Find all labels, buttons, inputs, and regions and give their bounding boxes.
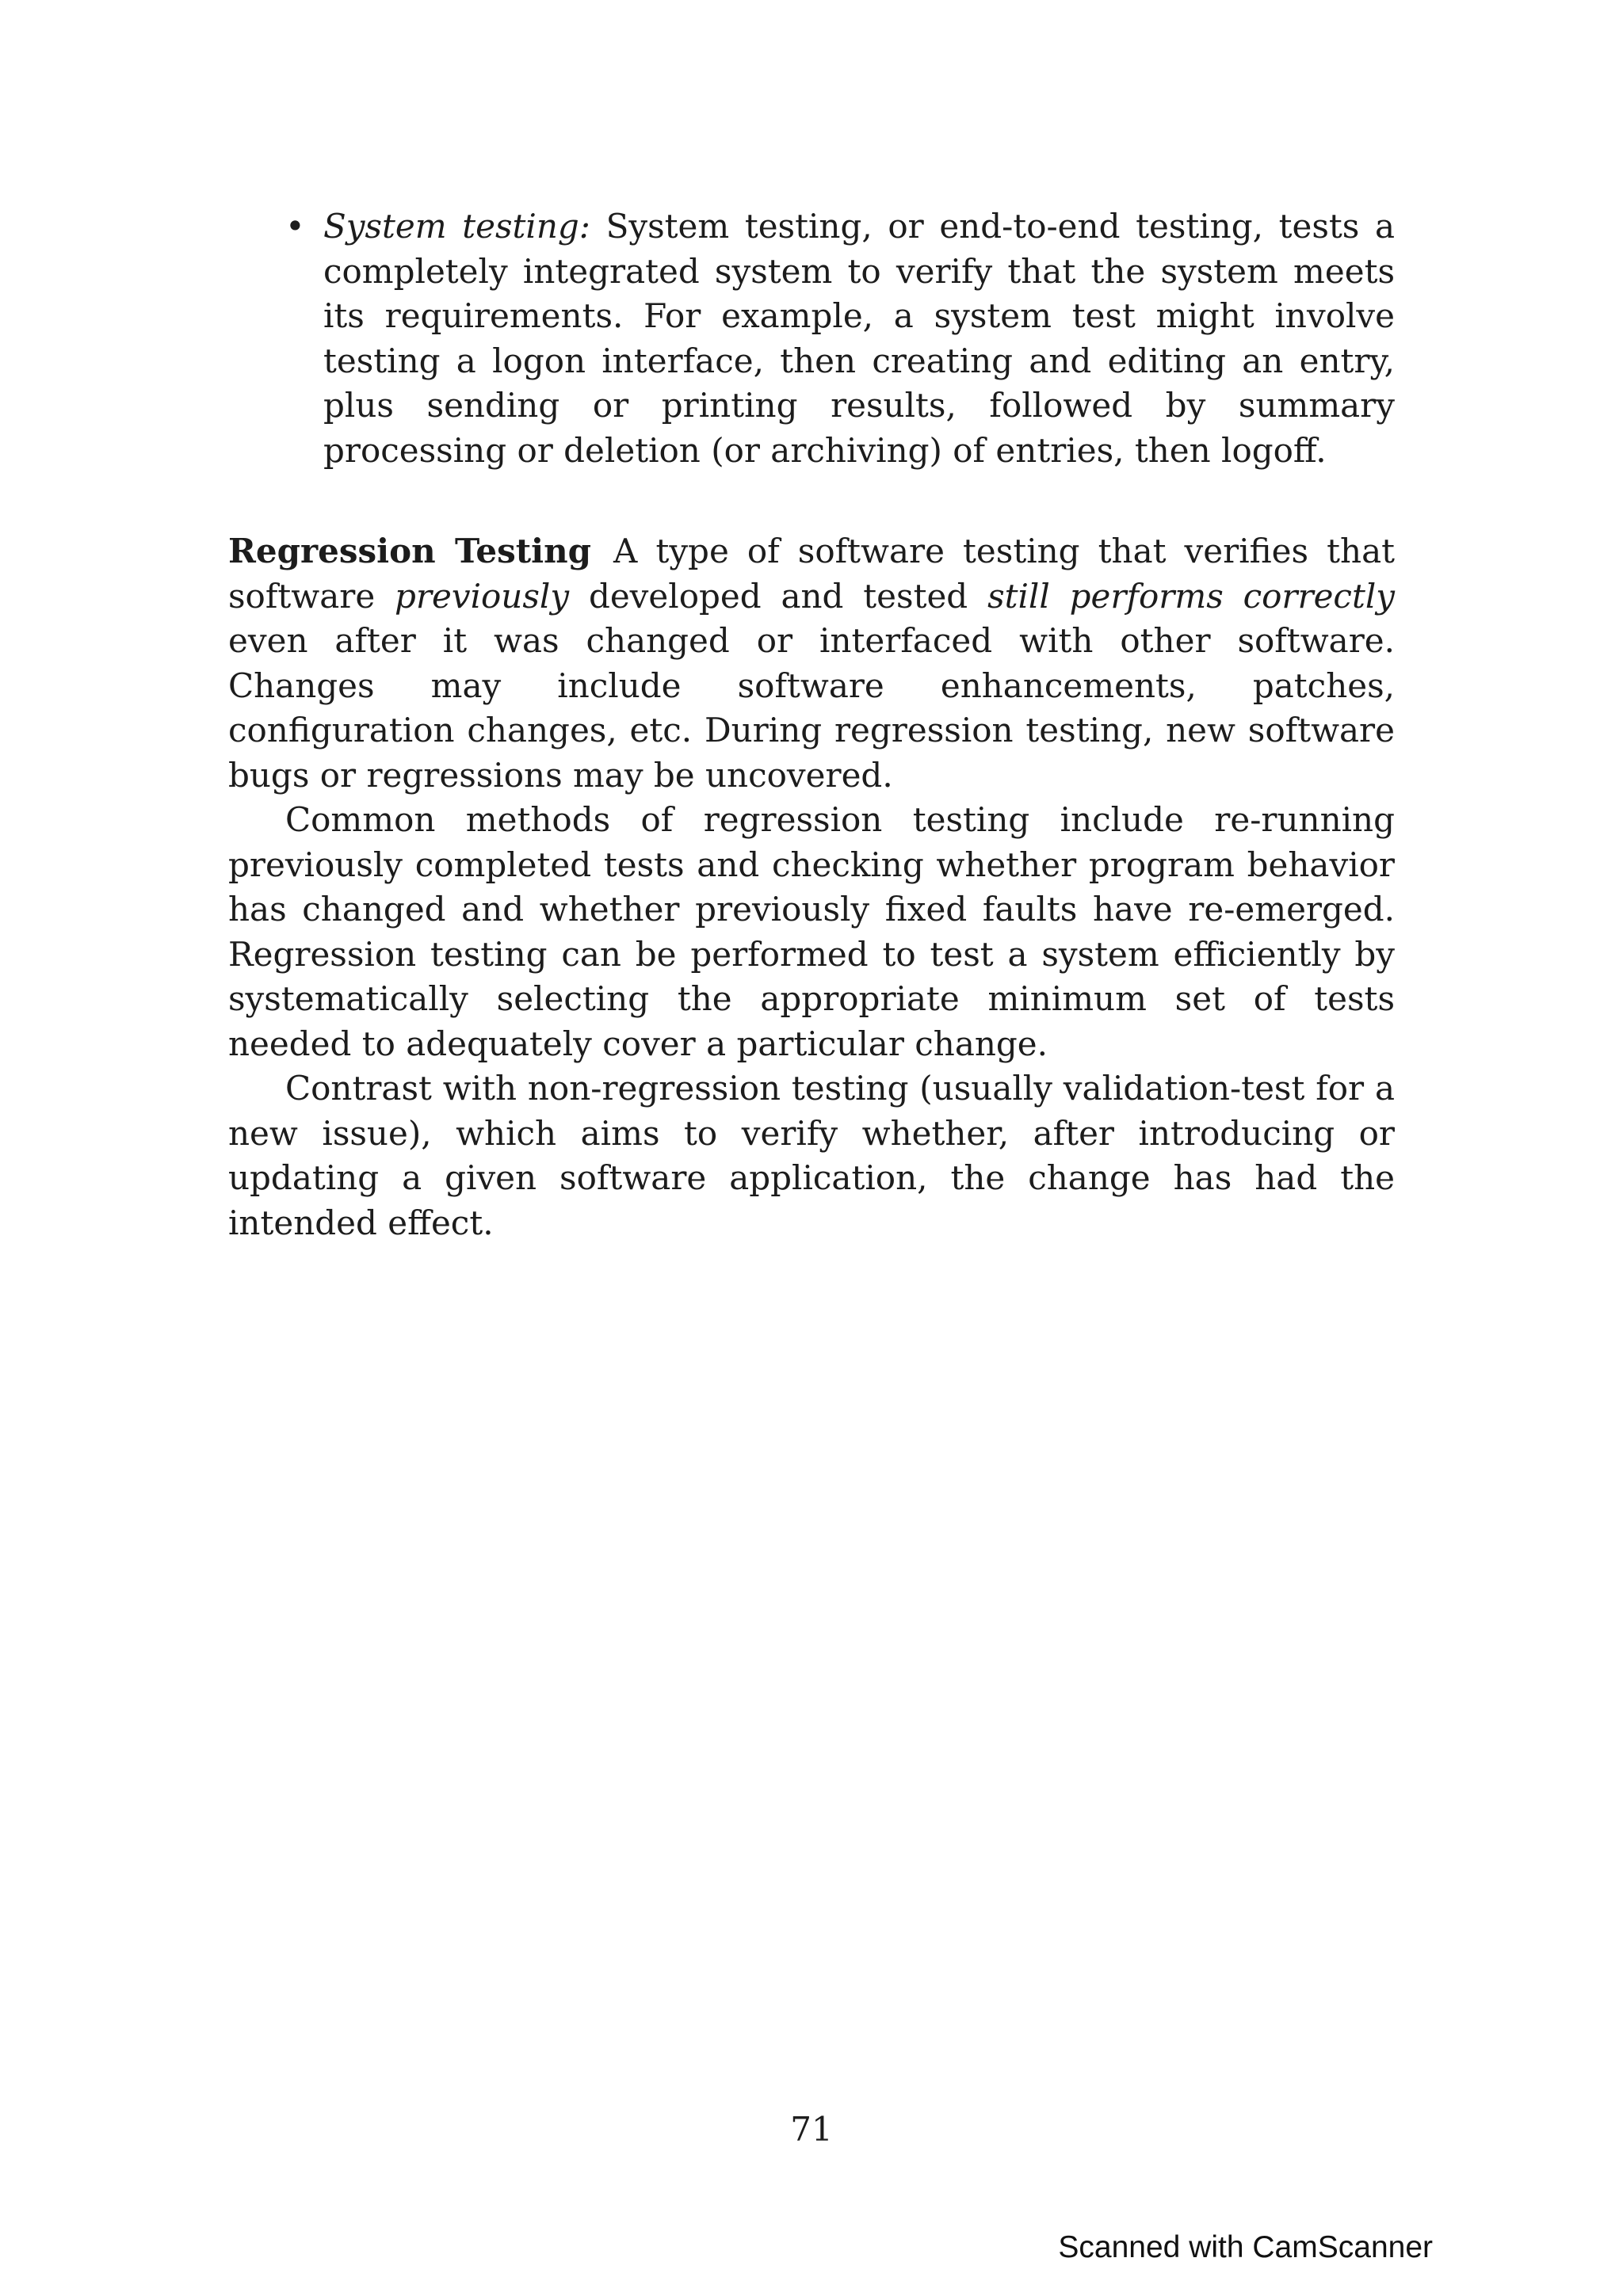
regression-testing-section [228,529,1395,1245]
bullet-text: System testing, or end-to-end testing, tests a completely integrated system to verify that the system meets its requirements. For example, a system test might involve testing a logon interface, then creating and editing an entry, plus sending or printing results, followed by summary processing or deletion (or archiving) of entries, then logoff. [323,207,1395,470]
bullet-icon: • [285,207,305,246]
paragraph-3: Contrast with non-regression testing (usually validation-test for a new issue), which aims to verify whether, after introducing or updating a given software application, the change has had the intended effect. [228,1069,1395,1242]
paragraph-1-part-a: A type of software testing that verifies that software [228,532,1395,616]
paragraph-1-part-e: even after it was changed or interfaced with other software. Changes may include software enhancements, patches, configuration changes, etc. During regression testing, new software bugs or regressions may be uncovered. [228,621,1395,795]
bullet-body [323,204,1395,473]
scanner-watermark: Scanned with CamScanner [1058,2230,1433,2264]
paragraph-1-part-c: developed and tested [588,576,968,616]
list-item [228,204,1395,473]
bullet-list [228,204,1395,473]
section-heading: Regression Testing [228,532,592,570]
page-number: 71 [790,2110,833,2149]
bullet-term: System testing: [323,207,590,246]
paragraph-1 [228,529,1395,798]
paragraph-1-emphasis-still-performs: still performs correctly [987,576,1395,616]
paragraph-1-emphasis-previously: previously [395,576,570,616]
paragraph-2: Common methods of regression testing include re-running previously completed tests and checking whether program behavior has changed and whether previously fixed faults have re-emerged. Regression testing can be performed to test a system efficiently by systematically selecting the appropriate minimum set of tests needed to adequately cover a particular change. [228,800,1395,1063]
